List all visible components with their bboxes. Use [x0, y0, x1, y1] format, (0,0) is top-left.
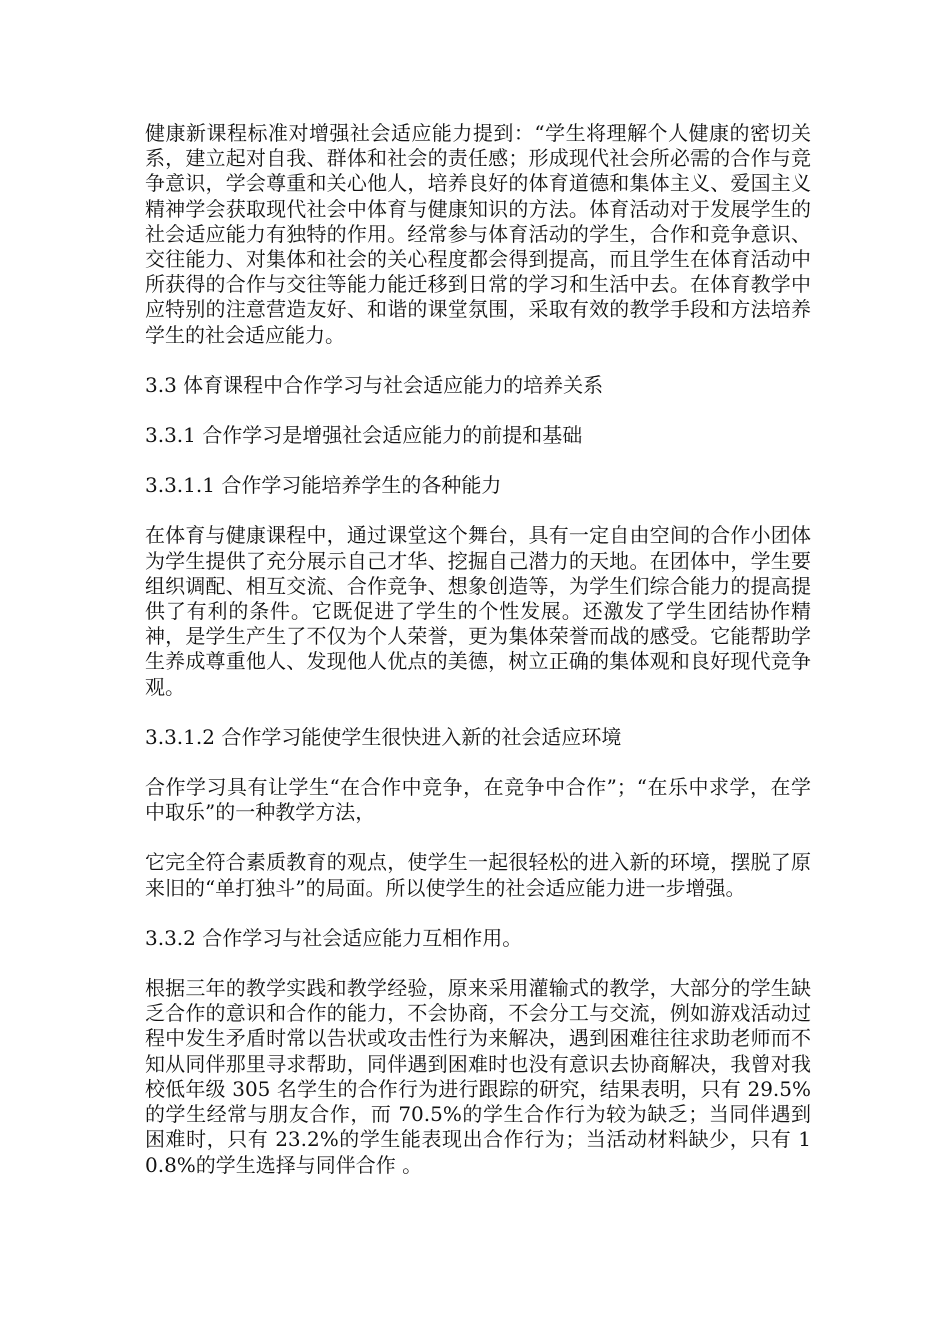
heading-3-3-1-2: 3.3.1.2 合作学习能使学生很快进入新的社会适应环境: [145, 724, 622, 749]
paragraph-research-findings: 根据三年的教学实践和教学经验，原来采用灌输式的教学，大部分的学生缺乏合作的意识和合作的能力，不会协商，不会分工与交流，例如游戏活动过程中发生矛盾时常以告状或攻击性行为来解决，遇到困难往往求助老师而不知从同伴那里寻求帮助，同伴遇到困难时也没有意识去协商解决，我曾对我校低年级 305 名学生的合作行为进行跟踪的研究，结果表明，只有 29.5%的学生经常与朋友合作，而 70.5%的学生合作行为较为缺乏；当同伴遇到困难时，只有 23.2%的学生能表现出合作行为；当活动材料缺少，只有 10.8%的学生选择与同伴合作 。: [145, 976, 811, 1177]
heading-3-3-2: 3.3.2 合作学习与社会适应能力互相作用。: [145, 925, 523, 950]
heading-3-3-1: 3.3.1 合作学习是增强社会适应能力的前提和基础: [145, 423, 583, 448]
paragraph-social-adaptation: 健康新课程标准对增强社会适应能力提到：“学生将理解个人健康的密切关系，建立起对自我、群体和社会的责任感；形成现代社会所必需的合作与竞争意识，学会尊重和关心他人，培养良好的体育道德和集体主义、爱国主义精神学会获取现代社会中体育与健康知识的方法。体育活动对于发展学生的社会适应能力有独特的作用。经常参与体育活动的学生，合作和竞争意识、交往能力、对集体和社会的关心程度都会得到提高，而且学生在体育活动中所获得的合作与交往等能力能迁移到日常的学习和生活中去。在体育教学中应特别的注意营造友好、和谐的课堂氛围，采取有效的教学手段和方法培养学生的社会适应能力。: [145, 121, 811, 347]
heading-3-3-1-1: 3.3.1.1 合作学习能培养学生的各种能力: [145, 473, 502, 498]
paragraph-cooperative-method: 合作学习具有让学生“在合作中竞争，在竞争中合作”；“在乐中求学，在学中取乐”的一种教学方法，: [145, 775, 811, 825]
paragraph-abilities: 在体育与健康课程中，通过课堂这个舞台，具有一定自由空间的合作小团体为学生提供了充分展示自己才华、挖掘自己潜力的天地。在团体中，学生要组织调配、相互交流、合作竞争、想象创造等，为学生们综合能力的提高提供了有利的条件。它既促进了学生的个性发展。还激发了学生团结协作精神，是学生产生了不仅为个人荣誉，更为集体荣誉而战的感受。它能帮助学生养成尊重他人、发现他人优点的美德，树立正确的集体观和良好现代竞争观。: [145, 523, 811, 699]
document-page: [145, 121, 811, 1203]
paragraph-quality-education: 它完全符合素质教育的观点，使学生一起很轻松的进入新的环境，摆脱了原来旧的“单打独斗”的局面。所以使学生的社会适应能力进一步增强。: [145, 850, 811, 900]
heading-3-3: 3.3 体育课程中合作学习与社会适应能力的培养关系: [145, 372, 604, 397]
